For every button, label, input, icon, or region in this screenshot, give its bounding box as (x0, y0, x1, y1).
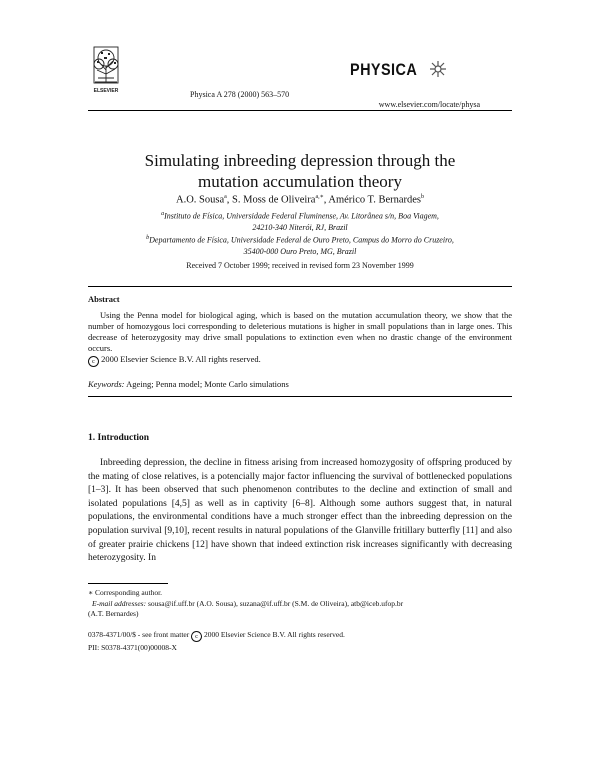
affiliation-b-label: b (146, 235, 150, 241)
introduction-paragraph: Inbreeding depression, the decline in fitness arising from increased homozygosity of offspring produced by the mating of close relatives, is a potencially major factor influencing the survival of bottlenecked populations [1–3]. It has been observed that such phenomenon contributes to the decline and extinction of small and isolated populations [4,5] as well as in captivity [6–8]. Although some authors suggest that, in natural populations, the environmental conditions have a much stronger effect than the inbreeding depression on the population survival [9,10], recent results in natural populations of the Glanville fritillary butterfly [11] and also of greater prairie chickens [12] have shown that indeed extinction risk increases significantly with decreasing heterozygosity. In (88, 458, 512, 564)
abstract-copyright: 2000 Elsevier Science B.V. All rights reserved. (101, 354, 261, 364)
section-heading-introduction: 1. Introduction (88, 433, 150, 443)
elsevier-tree-logo (89, 44, 123, 94)
abstract-body (88, 310, 512, 367)
received-dates: Received 7 October 1999; received in revised form 23 November 1999 (186, 261, 414, 270)
author-3: , Américo T. Bernardes (323, 194, 422, 206)
title-line-2: mutation accumulation theory (198, 172, 402, 191)
copyright-icon: c (191, 631, 202, 642)
abstract-heading: Abstract (88, 294, 120, 304)
affiliation-b-line-1: Departamento de Física, Universidade Federal de Ouro Preto, Campus do Morro do Cruzeiro, (149, 235, 454, 245)
affiliation-b (88, 233, 512, 257)
physica-star-icon (428, 59, 448, 79)
affiliation-a-label: a (161, 211, 165, 217)
keywords-bottom-divider (88, 396, 512, 397)
paper-title (88, 150, 512, 192)
header-divider (88, 110, 512, 111)
author-2-affil: a,∗ (315, 194, 324, 200)
author-2: , S. Moss de Oliveira (226, 194, 316, 206)
email-label: E-mail addresses: (92, 598, 147, 608)
journal-wordmark: PHYSICA (350, 60, 418, 79)
footnotes (88, 588, 512, 620)
author-1-affil: a (224, 194, 227, 200)
affiliation-a-line-2: 24210-340 Niterói, RJ, Brazil (252, 222, 348, 232)
keywords (88, 379, 512, 389)
author-3-affil: b (421, 194, 425, 200)
email-addresses[interactable]: sousa@if.uff.br (A.O. Sousa), suzana@if.uff.br (S.M. de Oliveira), atb@iceb.ufop.br (147, 598, 404, 608)
affiliation-b-line-2: 35400-000 Ouro Preto, MG, Brazil (243, 246, 357, 256)
keywords-text: Ageing; Penna model; Monte Carlo simulations (126, 379, 289, 389)
corresponding-author-note: ∗ Corresponding author. (88, 588, 163, 597)
abstract-text: Using the Penna model for biological aging, which is based on the mutation accumulation theory, we show that the number of homozygous loci corresponding to deleterious mutations is higher in small populations than in large ones. This decrease of heterozygosity may drive small populations to extinction even when no drastic change of the environment occurs. (88, 310, 512, 353)
affiliation-a-line-1: Instituto de Física, Universidade Federal Fluminense, Av. Litorânea s/n, Boa Viagem, (164, 211, 439, 221)
affiliation-a (88, 209, 512, 233)
journal-url[interactable]: www.elsevier.com/locate/physa (378, 100, 480, 109)
email-addresses-cont: (A.T. Bernardes) (88, 609, 139, 618)
footnote-divider (88, 583, 168, 584)
issn-copyright: 2000 Elsevier Science B.V. All rights reserved. (203, 630, 345, 639)
keywords-label: Keywords: (88, 379, 125, 389)
title-line-1: Simulating inbreeding depression through the (144, 151, 456, 170)
abstract-top-divider (88, 286, 512, 287)
journal-reference: Physica A 278 (2000) 563–570 (190, 90, 290, 99)
author-list (88, 193, 512, 206)
pii: PII: S0378-4371(00)00008-X (88, 643, 177, 652)
elsevier-logo-text: ELSEVIER (93, 88, 119, 94)
copyright-icon: c (88, 356, 99, 367)
author-1: A.O. Sousa (175, 194, 225, 206)
issn-block (88, 629, 345, 653)
issn-front-matter: 0378-4371/00/$ - see front matter (88, 630, 190, 639)
introduction-body (88, 457, 512, 566)
